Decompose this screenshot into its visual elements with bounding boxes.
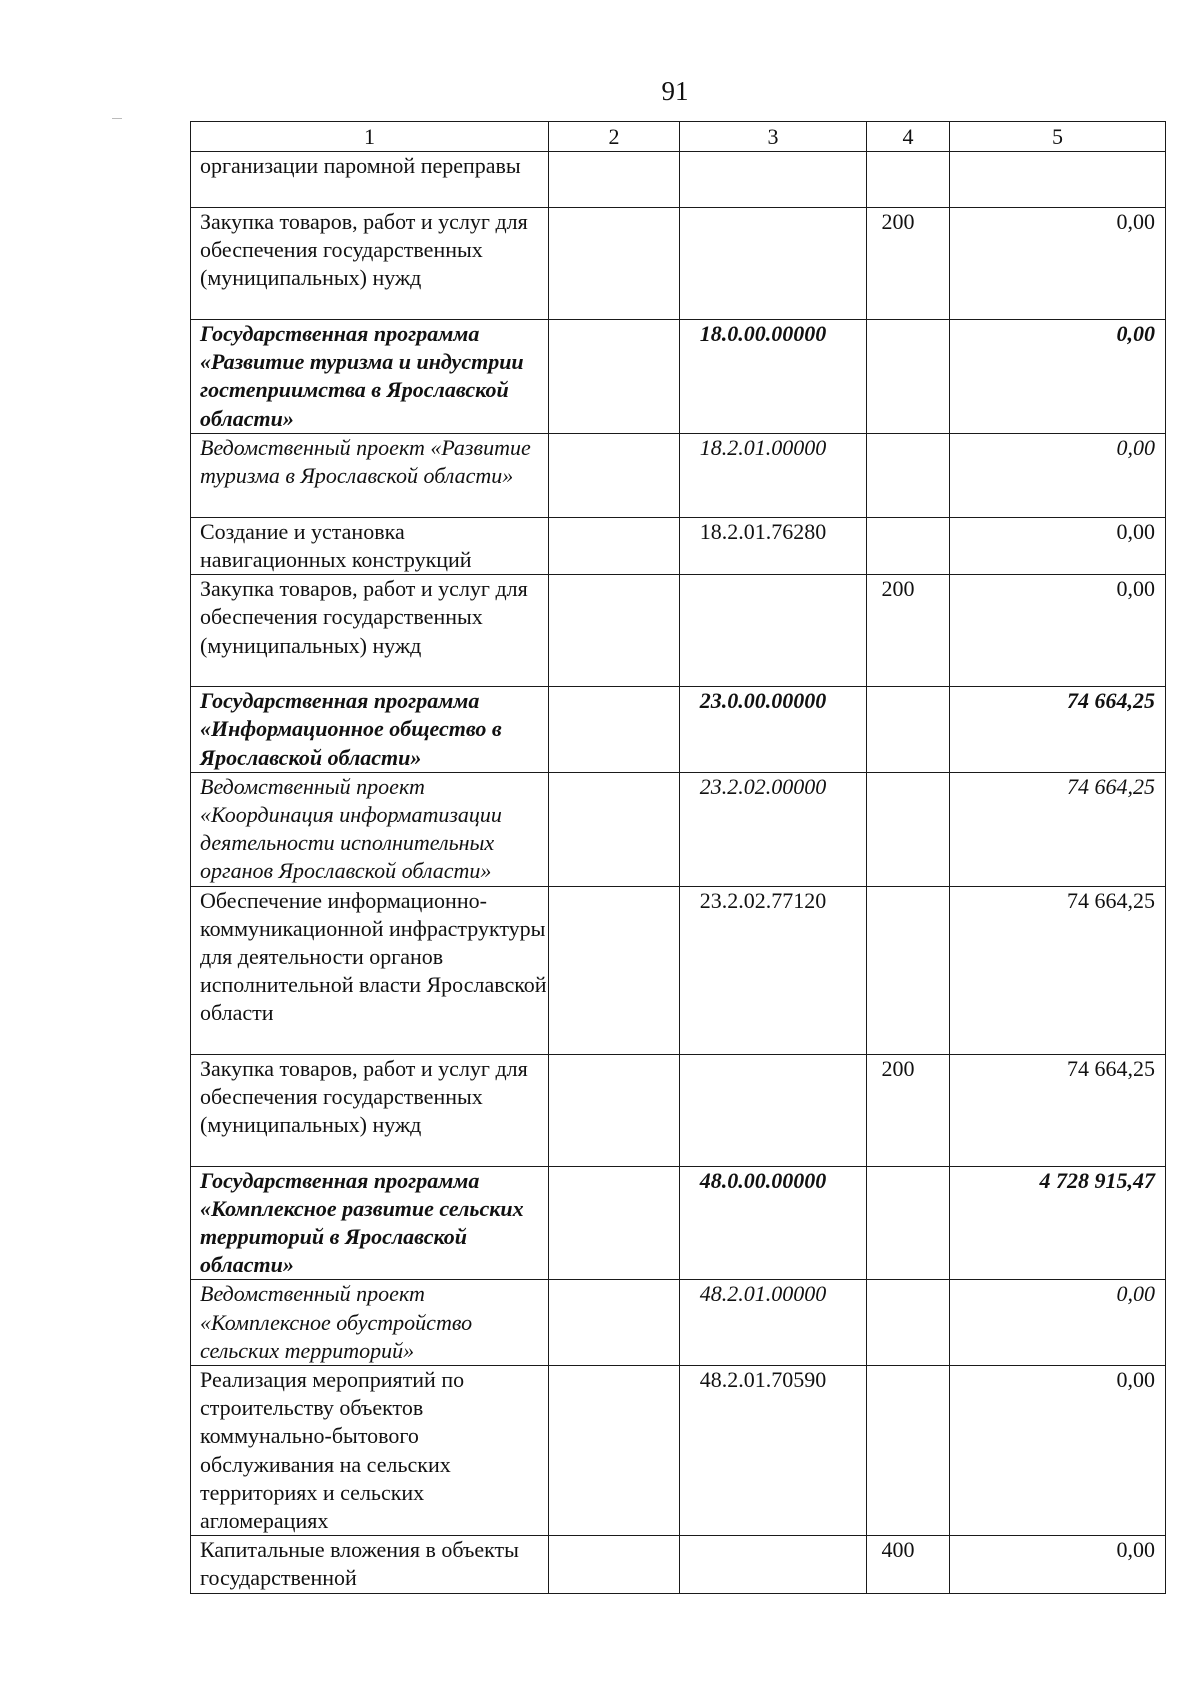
row-code-cell: 18.2.01.76280 — [680, 517, 867, 574]
row-name-cell: Ведомственный проект «Комплексное обустройство сельских территорий» — [191, 1280, 549, 1366]
table-row — [191, 687, 1166, 773]
row-amount-cell: 0,00 — [950, 517, 1166, 574]
row-column2-cell — [549, 575, 680, 687]
column-header: 2 — [549, 122, 680, 152]
row-amount-cell: 74 664,25 — [950, 772, 1166, 886]
row-column2-cell — [549, 1280, 680, 1366]
row-amount-cell: 74 664,25 — [950, 1054, 1166, 1166]
row-name-cell: Государственная программа «Развитие туризма и индустрии гостеприимства в Ярославской области» — [191, 320, 549, 434]
table-row — [191, 517, 1166, 574]
row-name-cell: Государственная программа «Информационное общество в Ярославской области» — [191, 687, 549, 773]
page-number: 91 — [661, 76, 689, 106]
row-type-cell — [867, 1366, 950, 1536]
row-type-cell — [867, 1280, 950, 1366]
row-type-cell — [867, 1166, 950, 1280]
table-row — [191, 1280, 1166, 1366]
row-column2-cell — [549, 687, 680, 773]
row-column2-cell — [549, 152, 680, 208]
row-type-cell — [867, 320, 950, 434]
row-name-cell: Капитальные вложения в объекты государственной — [191, 1536, 549, 1593]
column-header: 1 — [191, 122, 549, 152]
row-name-cell: Закупка товаров, работ и услуг для обеспечения государственных (муниципальных) нужд — [191, 1054, 549, 1166]
row-amount-cell: 0,00 — [950, 208, 1166, 320]
row-column2-cell — [549, 208, 680, 320]
row-type-cell — [867, 152, 950, 208]
row-amount-cell: 0,00 — [950, 1280, 1166, 1366]
row-type-cell: 200 — [867, 208, 950, 320]
row-amount-cell: 0,00 — [950, 575, 1166, 687]
row-type-cell — [867, 687, 950, 773]
row-column2-cell — [549, 1536, 680, 1593]
table-row — [191, 1366, 1166, 1536]
row-amount-cell: 74 664,25 — [950, 687, 1166, 773]
table-row — [191, 320, 1166, 434]
column-header: 4 — [867, 122, 950, 152]
row-name-cell: Реализация мероприятий по строительству объектов коммунально-бытового обслуживания на сельских территориях и сельских агломерациях — [191, 1366, 549, 1536]
row-type-cell: 200 — [867, 1054, 950, 1166]
row-name-cell: Обеспечение информационно-коммуникационной инфраструктуры для деятельности органов исполнительной власти Ярославской области — [191, 886, 549, 1054]
row-code-cell: 23.0.00.00000 — [680, 687, 867, 773]
column-header: 3 — [680, 122, 867, 152]
row-name-cell: Закупка товаров, работ и услуг для обеспечения государственных (муниципальных) нужд — [191, 575, 549, 687]
row-code-cell — [680, 1536, 867, 1593]
row-code-cell: 18.0.00.00000 — [680, 320, 867, 434]
row-amount-cell: 0,00 — [950, 1366, 1166, 1536]
table-row — [191, 152, 1166, 208]
row-code-cell: 23.2.02.77120 — [680, 886, 867, 1054]
table-row — [191, 1536, 1166, 1593]
row-code-cell: 18.2.01.00000 — [680, 433, 867, 517]
table-row — [191, 433, 1166, 517]
column-header: 5 — [950, 122, 1166, 152]
row-type-cell — [867, 517, 950, 574]
row-code-cell: 23.2.02.00000 — [680, 772, 867, 886]
row-code-cell: 48.2.01.70590 — [680, 1366, 867, 1536]
row-column2-cell — [549, 433, 680, 517]
row-name-cell: Ведомственный проект «Координация информатизации деятельности исполнительных органов Ярославской области» — [191, 772, 549, 886]
header-row — [191, 122, 1166, 152]
table-body — [191, 152, 1166, 1594]
row-amount-cell: 0,00 — [950, 1536, 1166, 1593]
row-name-cell: организации паромной переправы — [191, 152, 549, 208]
row-type-cell: 200 — [867, 575, 950, 687]
row-type-cell — [867, 433, 950, 517]
row-type-cell — [867, 886, 950, 1054]
row-name-cell: Закупка товаров, работ и услуг для обеспечения государственных (муниципальных) нужд — [191, 208, 549, 320]
row-type-cell — [867, 772, 950, 886]
row-amount-cell: 0,00 — [950, 433, 1166, 517]
row-name-cell: Ведомственный проект «Развитие туризма в Ярославской области» — [191, 433, 549, 517]
row-name-cell: Государственная программа «Комплексное развитие сельских территорий в Ярославской области» — [191, 1166, 549, 1280]
row-code-cell: 48.0.00.00000 — [680, 1166, 867, 1280]
table-row — [191, 1166, 1166, 1280]
row-column2-cell — [549, 1166, 680, 1280]
row-column2-cell — [549, 886, 680, 1054]
row-type-cell: 400 — [867, 1536, 950, 1593]
table-row — [191, 886, 1166, 1054]
table-row — [191, 575, 1166, 687]
table-row — [191, 772, 1166, 886]
row-code-cell — [680, 1054, 867, 1166]
row-code-cell — [680, 152, 867, 208]
budget-table — [190, 121, 1166, 1594]
row-amount-cell: 0,00 — [950, 320, 1166, 434]
row-amount-cell — [950, 152, 1166, 208]
row-column2-cell — [549, 320, 680, 434]
row-code-cell — [680, 208, 867, 320]
row-column2-cell — [549, 517, 680, 574]
row-amount-cell: 74 664,25 — [950, 886, 1166, 1054]
table-row — [191, 208, 1166, 320]
row-column2-cell — [549, 1054, 680, 1166]
row-column2-cell — [549, 1366, 680, 1536]
scan-mark — [112, 118, 122, 119]
row-code-cell — [680, 575, 867, 687]
row-code-cell: 48.2.01.00000 — [680, 1280, 867, 1366]
row-name-cell: Создание и установка навигационных конструкций — [191, 517, 549, 574]
row-amount-cell: 4 728 915,47 — [950, 1166, 1166, 1280]
table-row — [191, 1054, 1166, 1166]
row-column2-cell — [549, 772, 680, 886]
